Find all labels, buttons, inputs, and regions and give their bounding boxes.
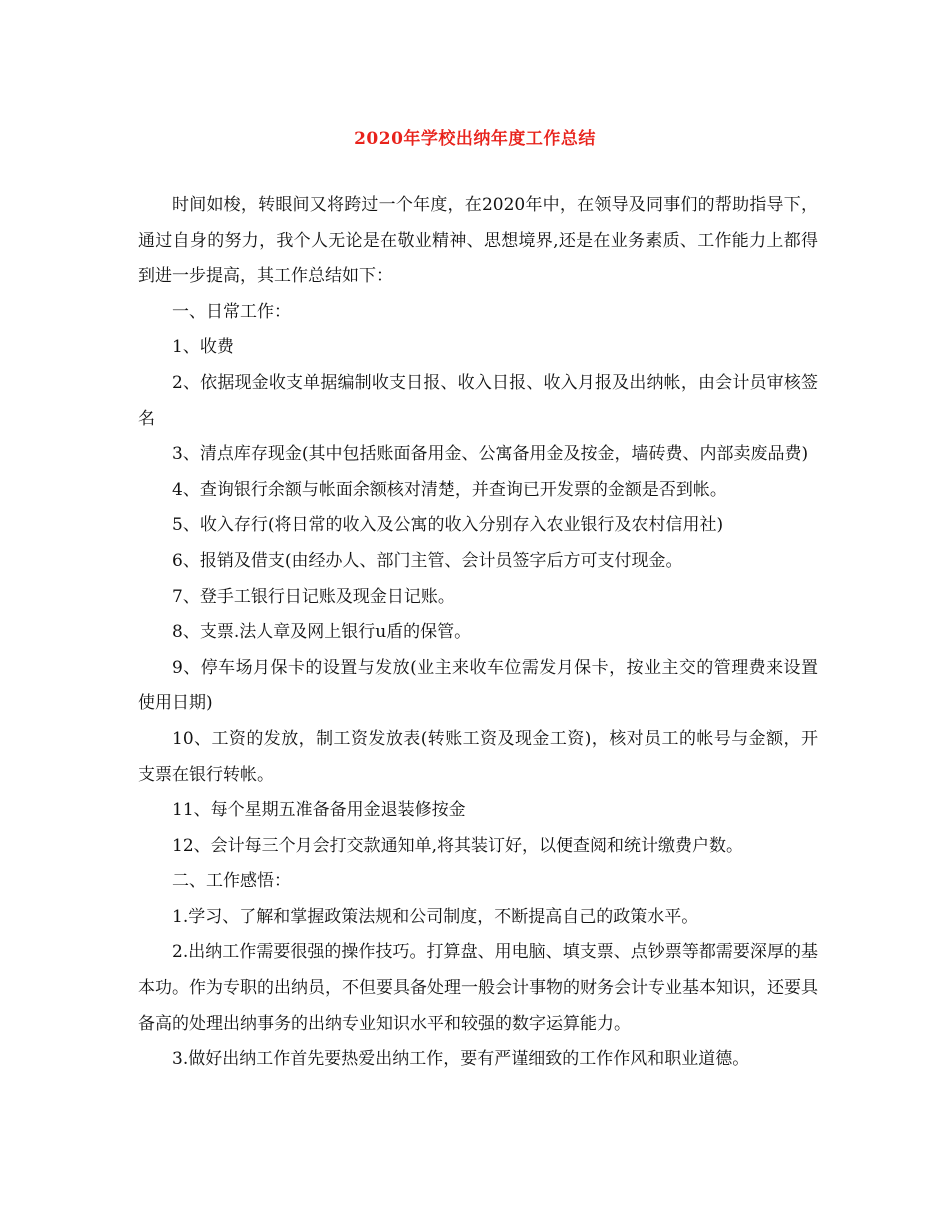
list-item: 1、收费 [172,337,234,358]
list-item: 2.出纳工作需要很强的操作技巧。打算盘、用电脑、填支票、点钞票等都需要深厚的基本功。作为专职的出纳员，不但要具备处理一般会计事物的财务会计专业基本知识，还要具备高的处理出纳事务的出纳专业知识水平和较强的数字运算能力。 [138,942,818,1034]
list-item: 1.学习、了解和掌握政策法规和公司制度，不断提高自己的政策水平。 [172,906,699,927]
list-item: 6、报销及借支(由经办人、部门主管、会计员签字后方可支付现金。 [172,550,683,571]
section-heading-daily-work: 一、日常工作： [172,301,291,322]
list-item: 3.做好出纳工作首先要热爱出纳工作，要有严谨细致的工作作风和职业道德。 [172,1049,750,1070]
list-item: 12、会计每三个月会打交款通知单,将其装订好，以便查阅和统计缴费户数。 [172,835,744,856]
list-item: 7、登手工银行日记账及现金日记账。 [172,586,455,607]
document-title: 2020年学校出纳年度工作总结 [354,129,596,149]
list-item: 9、停车场月保卡的设置与发放(业主来收车位需发月保卡，按业主交的管理费来设置使用日期) [138,657,818,714]
list-item: 5、收入存行(将日常的收入及公寓的收入分别存入农业银行及农村信用社) [172,515,724,536]
list-item: 11、每个星期五准备备用金退装修按金 [172,800,466,821]
list-item: 3、清点库存现金(其中包括账面备用金、公寓备用金及按金，墙砖费、内部卖废品费) [172,444,809,465]
list-item: 2、依据现金收支单据编制收支日报、收入日报、收入月报及出纳帐，由会计员审核签名 [138,372,818,429]
list-item: 8、支票.法人章及网上银行u盾的保管。 [172,622,472,643]
section-heading-work-insights: 二、工作感悟： [172,871,291,892]
paragraph-intro: 时间如梭，转眼间又将跨过一个年度，在2020年中，在领导及同事们的帮助指导下，通过自身的努力，我个人无论是在敬业精神、思想境界,还是在业务素质、工作能力上都得到进一步提高，其工作总结如下： [138,195,818,287]
document-body [138,188,818,1078]
list-item: 10、工资的发放，制工资发放表(转账工资及现金工资)，核对员工的帐号与金额，开支票在银行转帐。 [138,728,818,785]
list-item: 4、查询银行余额与帐面余额核对清楚，并查询已开发票的金额是否到帐。 [172,479,727,500]
